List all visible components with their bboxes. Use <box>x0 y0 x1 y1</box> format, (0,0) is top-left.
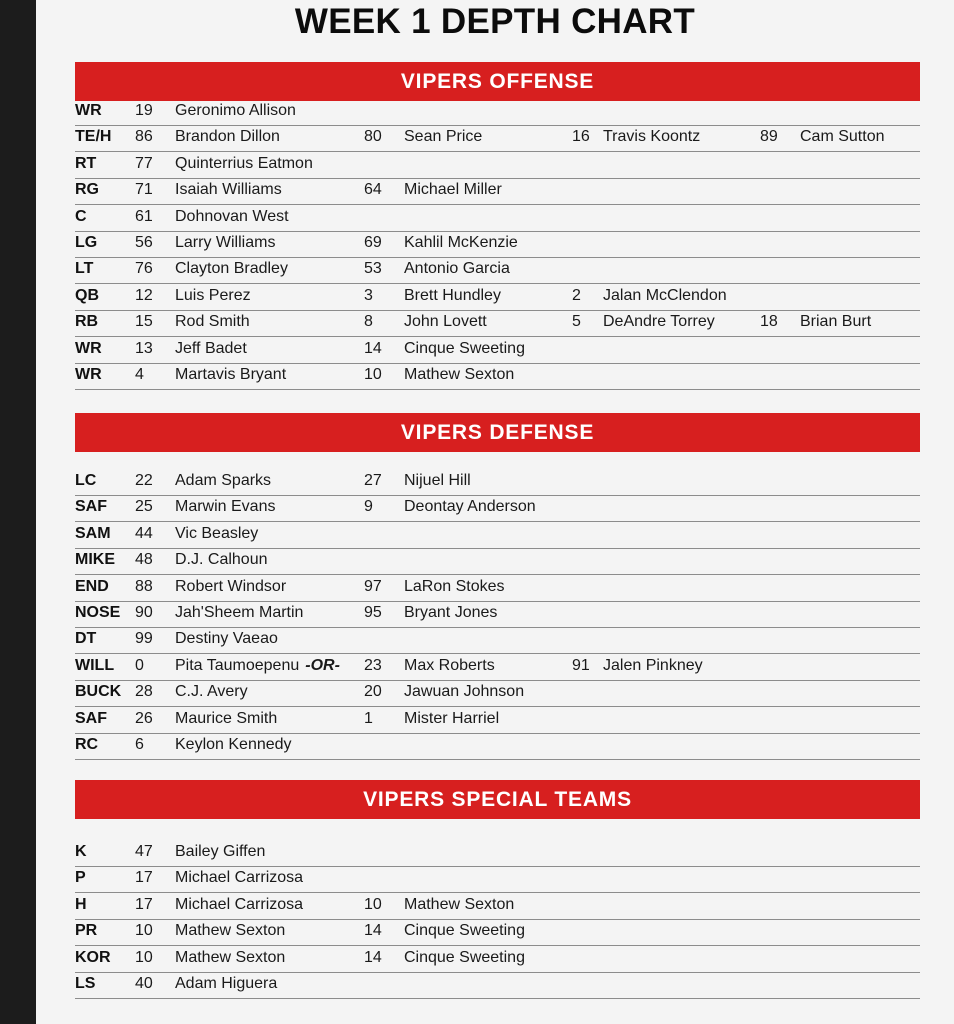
position-label: SAM <box>75 525 111 542</box>
player-name-text: Keylon Kennedy <box>175 736 292 753</box>
jersey-number: 23 <box>364 657 382 674</box>
jersey-number: 0 <box>135 657 144 674</box>
jersey-number: 5 <box>572 313 581 330</box>
player-name <box>175 522 258 546</box>
position-label: RB <box>75 313 99 330</box>
table-row <box>75 99 920 126</box>
player-name <box>404 495 536 519</box>
jersey-number: 9 <box>364 498 373 515</box>
jersey-number: 25 <box>135 498 153 515</box>
jersey-number: 88 <box>135 578 153 595</box>
jersey-number: 99 <box>135 630 153 647</box>
table-row <box>75 866 920 893</box>
player-name <box>404 257 510 281</box>
player-name <box>175 337 247 361</box>
jersey-number: 4 <box>135 366 144 383</box>
player-name <box>404 946 525 970</box>
player-name <box>603 125 700 149</box>
player-name-text: John Lovett <box>404 313 487 330</box>
player-name-text: Mister Harriel <box>404 710 500 727</box>
jersey-number: 76 <box>135 260 153 277</box>
player-name <box>175 919 285 943</box>
player-name-text: Michael Carrizosa <box>175 896 304 913</box>
jersey-number: 8 <box>364 313 373 330</box>
player-name <box>404 707 499 731</box>
player-name-text: Max Roberts <box>404 657 495 674</box>
player-name-text: Destiny Vaeao <box>175 630 278 647</box>
or-tag: -OR- <box>305 657 340 674</box>
player-name-text: Mathew Sexton <box>175 922 286 939</box>
player-name-text: Michael Carrizosa <box>175 869 304 886</box>
table-row <box>75 257 920 284</box>
player-name-text: Clayton Bradley <box>175 260 288 277</box>
position-label: NOSE <box>75 604 121 621</box>
player-name <box>175 680 248 704</box>
position-label: QB <box>75 287 99 304</box>
player-name <box>404 654 495 678</box>
player-name-text: Dohnovan West <box>175 208 289 225</box>
player-name-text: Jalan McClendon <box>603 287 727 304</box>
jersey-number: 14 <box>364 922 382 939</box>
player-name-text: Geronimo Allison <box>175 102 296 119</box>
position-label: PR <box>75 922 98 939</box>
player-name-text: Kahlil McKenzie <box>404 234 518 251</box>
player-name <box>175 205 289 229</box>
table-row <box>75 707 920 734</box>
position-label: LC <box>75 472 97 489</box>
jersey-number: 27 <box>364 472 382 489</box>
jersey-number: 17 <box>135 896 153 913</box>
player-name-text: Rod Smith <box>175 313 250 330</box>
player-name-text: Pita Taumoepenu <box>175 657 300 674</box>
player-name <box>175 893 303 917</box>
player-name <box>175 178 282 202</box>
table-row <box>75 284 920 311</box>
player-name-text: D.J. Calhoun <box>175 551 268 568</box>
player-name <box>175 99 296 123</box>
jersey-number: 14 <box>364 340 382 357</box>
position-label: WR <box>75 102 102 119</box>
player-name-text: Jah'Sheem Martin <box>175 604 304 621</box>
table-row <box>75 972 920 999</box>
table-row <box>75 205 920 232</box>
jersey-number: 10 <box>364 366 382 383</box>
player-name <box>175 152 313 176</box>
position-label: RG <box>75 181 99 198</box>
table-row <box>75 575 920 602</box>
table-row <box>75 840 920 867</box>
table-row <box>75 310 920 337</box>
position-label: LS <box>75 975 96 992</box>
player-name-text: Mathew Sexton <box>404 896 515 913</box>
table-row <box>75 680 920 707</box>
position-label: SAF <box>75 498 107 515</box>
table-row <box>75 654 920 681</box>
left-edge-bar <box>0 0 36 1024</box>
player-name-text: Cinque Sweeting <box>404 340 525 357</box>
player-name-text: Martavis Bryant <box>175 366 287 383</box>
player-name-text: Cinque Sweeting <box>404 922 525 939</box>
jersey-number: 13 <box>135 340 153 357</box>
jersey-number: 28 <box>135 683 153 700</box>
table-row <box>75 522 920 549</box>
player-name-text: Vic Beasley <box>175 525 259 542</box>
table-row <box>75 919 920 946</box>
player-name-text: Cam Sutton <box>800 128 885 145</box>
player-name-text: Robert Windsor <box>175 578 287 595</box>
jersey-number: 22 <box>135 472 153 489</box>
position-label: C <box>75 208 87 225</box>
player-name <box>175 231 275 255</box>
jersey-number: 77 <box>135 155 153 172</box>
jersey-number: 20 <box>364 683 382 700</box>
player-name <box>175 840 265 864</box>
position-label: RC <box>75 736 99 753</box>
player-name <box>404 284 501 308</box>
player-name <box>175 363 286 387</box>
player-name <box>404 178 502 202</box>
position-label: LT <box>75 260 94 277</box>
player-name-text: DeAndre Torrey <box>603 313 715 330</box>
player-name-text: Isaiah Williams <box>175 181 282 198</box>
player-name-text: Nijuel Hill <box>404 472 471 489</box>
jersey-number: 1 <box>364 710 373 727</box>
player-name <box>404 125 482 149</box>
player-name-text: Marwin Evans <box>175 498 276 515</box>
player-name-text: LaRon Stokes <box>404 578 505 595</box>
jersey-number: 95 <box>364 604 382 621</box>
player-name-text: Brian Burt <box>800 313 872 330</box>
player-name <box>175 733 292 757</box>
player-name-text: C.J. Avery <box>175 683 248 700</box>
jersey-number: 71 <box>135 181 153 198</box>
jersey-number: 47 <box>135 843 153 860</box>
table-row <box>75 125 920 152</box>
jersey-number: 14 <box>364 949 382 966</box>
position-label: BUCK <box>75 683 122 700</box>
position-label: P <box>75 869 86 886</box>
player-name <box>404 469 471 493</box>
player-name <box>603 654 703 678</box>
jersey-number: 69 <box>364 234 382 251</box>
section-header-vipers-special-teams: VIPERS SPECIAL TEAMS <box>75 780 920 819</box>
position-label: END <box>75 578 109 595</box>
table-row <box>75 363 920 390</box>
table-row <box>75 601 920 628</box>
jersey-number: 61 <box>135 208 153 225</box>
table-row <box>75 152 920 179</box>
jersey-number: 53 <box>364 260 382 277</box>
player-name-text: Antonio Garcia <box>404 260 510 277</box>
player-name <box>175 946 285 970</box>
player-name <box>404 680 524 704</box>
jersey-number: 64 <box>364 181 382 198</box>
jersey-number: 10 <box>364 896 382 913</box>
player-name-text: Bryant Jones <box>404 604 498 621</box>
player-name <box>404 601 497 625</box>
player-name <box>175 707 277 731</box>
player-name <box>603 310 715 334</box>
player-name-text: Michael Miller <box>404 181 502 198</box>
player-name <box>175 469 271 493</box>
player-name-text: Mathew Sexton <box>404 366 515 383</box>
player-name-text: Sean Price <box>404 128 483 145</box>
player-name <box>175 495 275 519</box>
player-name <box>404 310 487 334</box>
jersey-number: 56 <box>135 234 153 251</box>
position-label: WR <box>75 340 102 357</box>
jersey-number: 17 <box>135 869 153 886</box>
player-name-text: Cinque Sweeting <box>404 949 525 966</box>
player-name <box>175 866 303 890</box>
player-name <box>404 363 514 387</box>
player-name-text: Travis Koontz <box>603 128 701 145</box>
jersey-number: 3 <box>364 287 373 304</box>
jersey-number: 12 <box>135 287 153 304</box>
jersey-number: 89 <box>760 128 778 145</box>
table-row <box>75 946 920 973</box>
player-name-text: Quinterrius Eatmon <box>175 155 313 172</box>
player-name-text: Deontay Anderson <box>404 498 536 515</box>
player-name-text: Brandon Dillon <box>175 128 280 145</box>
jersey-number: 2 <box>572 287 581 304</box>
section-header-vipers-offense: VIPERS OFFENSE <box>75 62 920 101</box>
player-name-text: Luis Perez <box>175 287 251 304</box>
table-row <box>75 893 920 920</box>
player-name <box>175 548 268 572</box>
player-name-text: Bailey Giffen <box>175 843 266 860</box>
position-label: TE/H <box>75 128 112 145</box>
position-label: H <box>75 896 87 913</box>
jersey-number: 18 <box>760 313 778 330</box>
table-row <box>75 178 920 205</box>
player-name-text: Brett Hundley <box>404 287 501 304</box>
position-label: K <box>75 843 87 860</box>
position-label: SAF <box>75 710 107 727</box>
jersey-number: 40 <box>135 975 153 992</box>
position-label: WILL <box>75 657 115 674</box>
jersey-number: 19 <box>135 102 153 119</box>
player-name <box>404 893 514 917</box>
player-name <box>175 125 280 149</box>
table-row <box>75 495 920 522</box>
player-name <box>175 284 251 308</box>
jersey-number: 44 <box>135 525 153 542</box>
position-label: MIKE <box>75 551 115 568</box>
player-name <box>404 575 505 599</box>
player-name-text: Maurice Smith <box>175 710 278 727</box>
player-name <box>175 654 340 678</box>
jersey-number: 97 <box>364 578 382 595</box>
jersey-number: 86 <box>135 128 153 145</box>
player-name-text: Mathew Sexton <box>175 949 286 966</box>
jersey-number: 80 <box>364 128 382 145</box>
jersey-number: 91 <box>572 657 590 674</box>
player-name <box>175 575 286 599</box>
player-name <box>175 310 250 334</box>
jersey-number: 15 <box>135 313 153 330</box>
position-label: KOR <box>75 949 111 966</box>
position-label: WR <box>75 366 102 383</box>
table-row <box>75 469 920 496</box>
page-title: WEEK 1 DEPTH CHART <box>294 2 696 41</box>
jersey-number: 6 <box>135 736 144 753</box>
jersey-number: 16 <box>572 128 590 145</box>
player-name <box>175 972 277 996</box>
position-label: RT <box>75 155 97 172</box>
player-name-text: Adam Higuera <box>175 975 278 992</box>
table-row <box>75 733 920 760</box>
jersey-number: 26 <box>135 710 153 727</box>
player-name <box>175 601 303 625</box>
player-name-text: Larry Williams <box>175 234 276 251</box>
player-name <box>404 231 518 255</box>
position-label: LG <box>75 234 98 251</box>
player-name-text: Jalen Pinkney <box>603 657 703 674</box>
jersey-number: 10 <box>135 949 153 966</box>
jersey-number: 10 <box>135 922 153 939</box>
table-row <box>75 627 920 654</box>
table-row <box>75 231 920 258</box>
player-name <box>404 337 525 361</box>
player-name <box>603 284 727 308</box>
jersey-number: 48 <box>135 551 153 568</box>
player-name-text: Adam Sparks <box>175 472 272 489</box>
player-name-text: Jeff Badet <box>175 340 247 357</box>
player-name <box>175 257 288 281</box>
jersey-number: 90 <box>135 604 153 621</box>
section-header-vipers-defense: VIPERS DEFENSE <box>75 413 920 452</box>
table-row <box>75 337 920 364</box>
table-row <box>75 548 920 575</box>
player-name-text: Jawuan Johnson <box>404 683 525 700</box>
position-label: DT <box>75 630 97 647</box>
player-name <box>800 310 871 334</box>
player-name <box>175 627 278 651</box>
player-name <box>404 919 525 943</box>
player-name <box>800 125 884 149</box>
